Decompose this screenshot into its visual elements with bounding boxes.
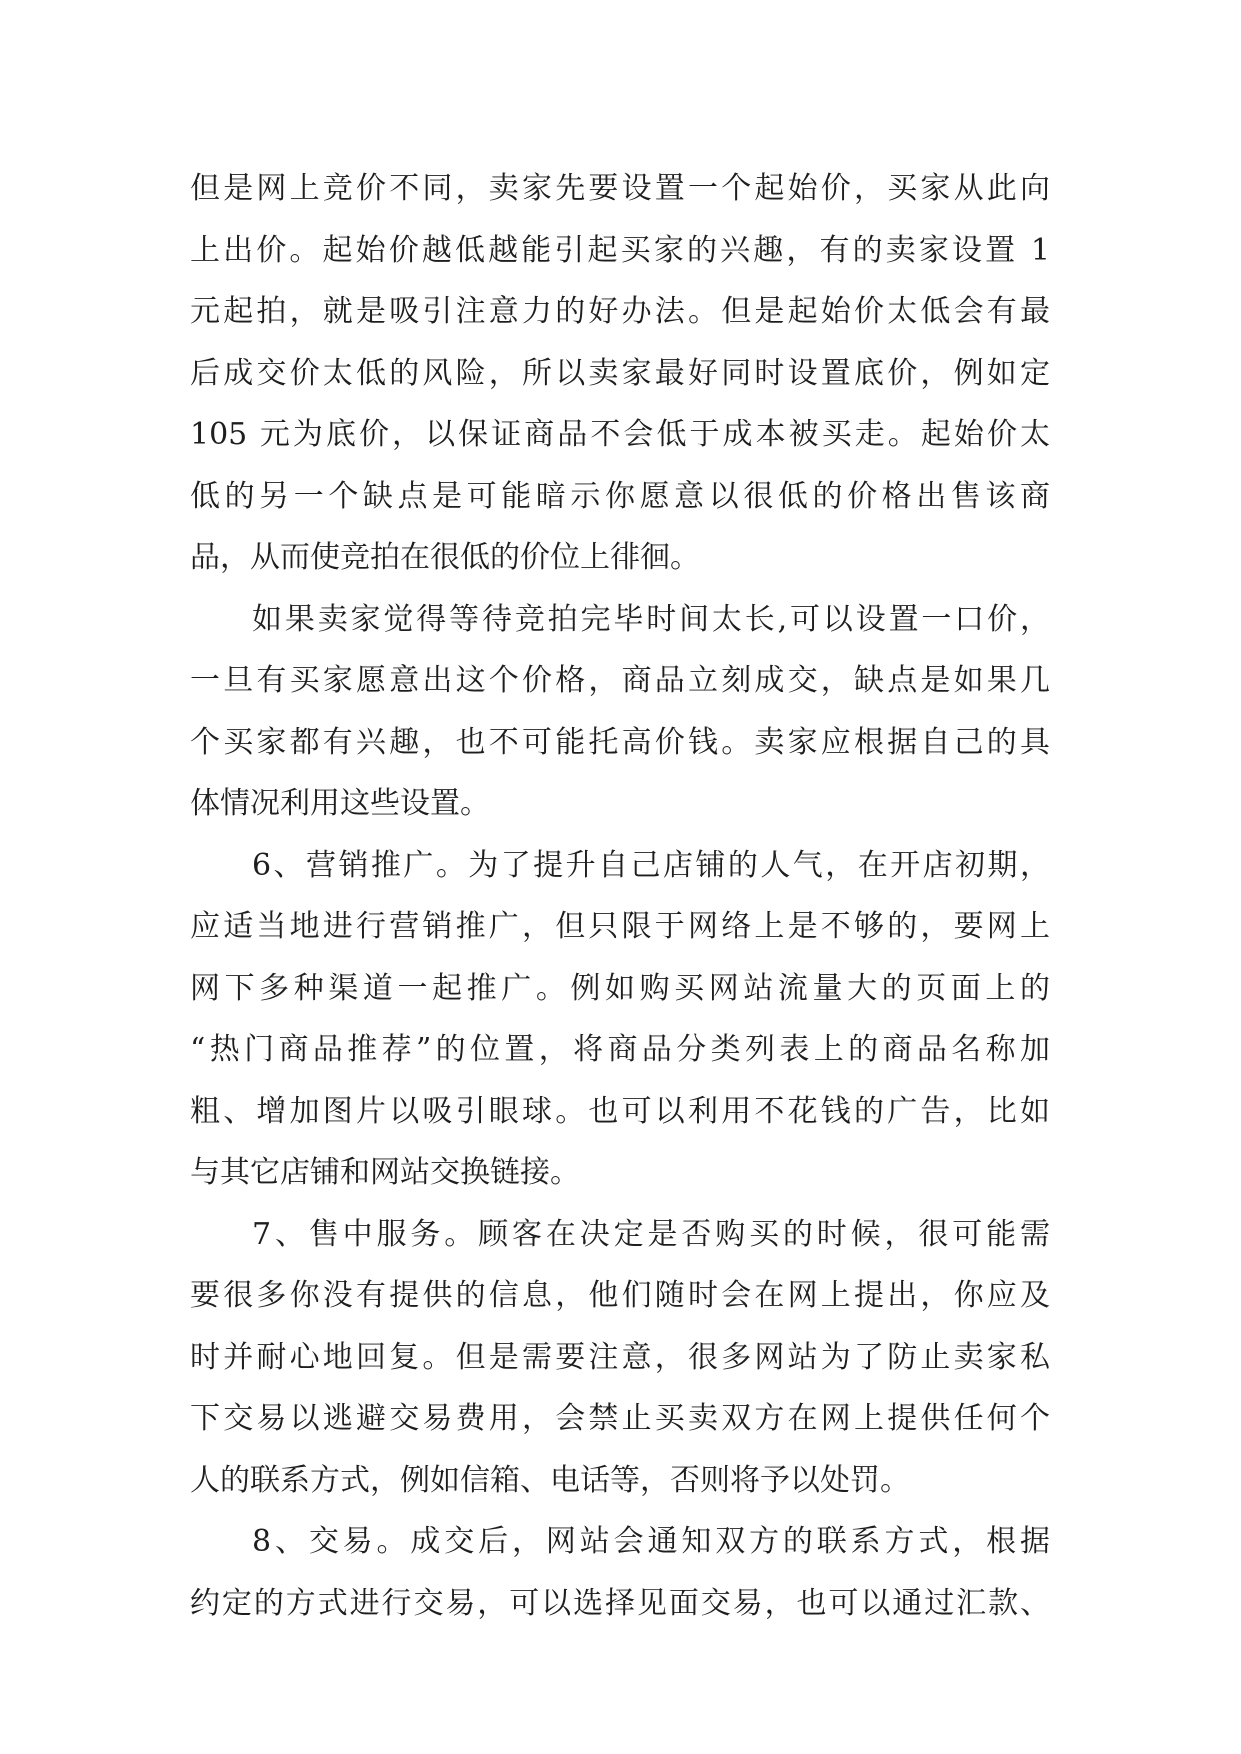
text-line: 元起拍，就是吸引注意力的好办法。但是起始价太低会有最 bbox=[190, 294, 1050, 329]
paragraph-first-line: 8、交易。成交后，网站会通知双方的联系方式，根据 bbox=[252, 1524, 1050, 1559]
text-line: 后成交价太低的风险，所以卖家最好同时设置底价，例如定 bbox=[190, 355, 1050, 391]
text-line: 与其它店铺和网站交换链接。 bbox=[190, 1155, 580, 1190]
text-line: 下交易以逃避交易费用，会禁止买卖双方在网上提供任何个 bbox=[190, 1401, 1050, 1436]
text-line: “热门商品推荐”的位置，将商品分类列表上的商品名称加 bbox=[190, 1032, 1050, 1067]
text-line: 但是网上竞价不同，卖家先要设置一个起始价，买家从此向 bbox=[190, 171, 1050, 206]
text-line: 上出价。起始价越低越能引起买家的兴趣，有的卖家设置 1 bbox=[190, 232, 1050, 268]
body-text bbox=[190, 158, 1050, 1634]
text-line: 个买家都有兴趣，也不可能托高价钱。卖家应根据自己的具 bbox=[190, 724, 1050, 760]
paragraph-first-line: 7、售中服务。顾客在决定是否购买的时候，很可能需 bbox=[252, 1216, 1050, 1252]
text-line: 105 元为底价，以保证商品不会低于成本被买走。起始价太 bbox=[190, 417, 1050, 452]
text-line: 要很多你没有提供的信息，他们随时会在网上提出，你应及 bbox=[190, 1278, 1050, 1313]
paragraph-first-line: 6、营销推广。为了提升自己店铺的人气，在开店初期， bbox=[252, 847, 1050, 883]
text-line: 人的联系方式，例如信箱、电话等，否则将予以处罚。 bbox=[190, 1462, 910, 1498]
text-line: 体情况利用这些设置。 bbox=[190, 786, 490, 821]
text-line: 低的另一个缺点是可能暗示你愿意以很低的价格出售该商 bbox=[190, 478, 1050, 514]
text-line: 约定的方式进行交易，可以选择见面交易，也可以通过汇款、 bbox=[190, 1585, 1050, 1621]
text-line: 时并耐心地回复。但是需要注意，很多网站为了防止卖家私 bbox=[190, 1339, 1050, 1375]
text-line: 网下多种渠道一起推广。例如购买网站流量大的页面上的 bbox=[190, 970, 1050, 1006]
text-line: 一旦有买家愿意出这个价格，商品立刻成交，缺点是如果几 bbox=[190, 663, 1050, 698]
text-line: 品，从而使竞拍在很低的价位上徘徊。 bbox=[190, 540, 700, 575]
text-line: 应适当地进行营销推广，但只限于网络上是不够的，要网上 bbox=[190, 909, 1050, 944]
paragraph-first-line: 如果卖家觉得等待竞拍完毕时间太长,可以设置一口价， bbox=[252, 601, 1050, 637]
text-line: 粗、增加图片以吸引眼球。也可以利用不花钱的广告，比如 bbox=[190, 1093, 1050, 1129]
